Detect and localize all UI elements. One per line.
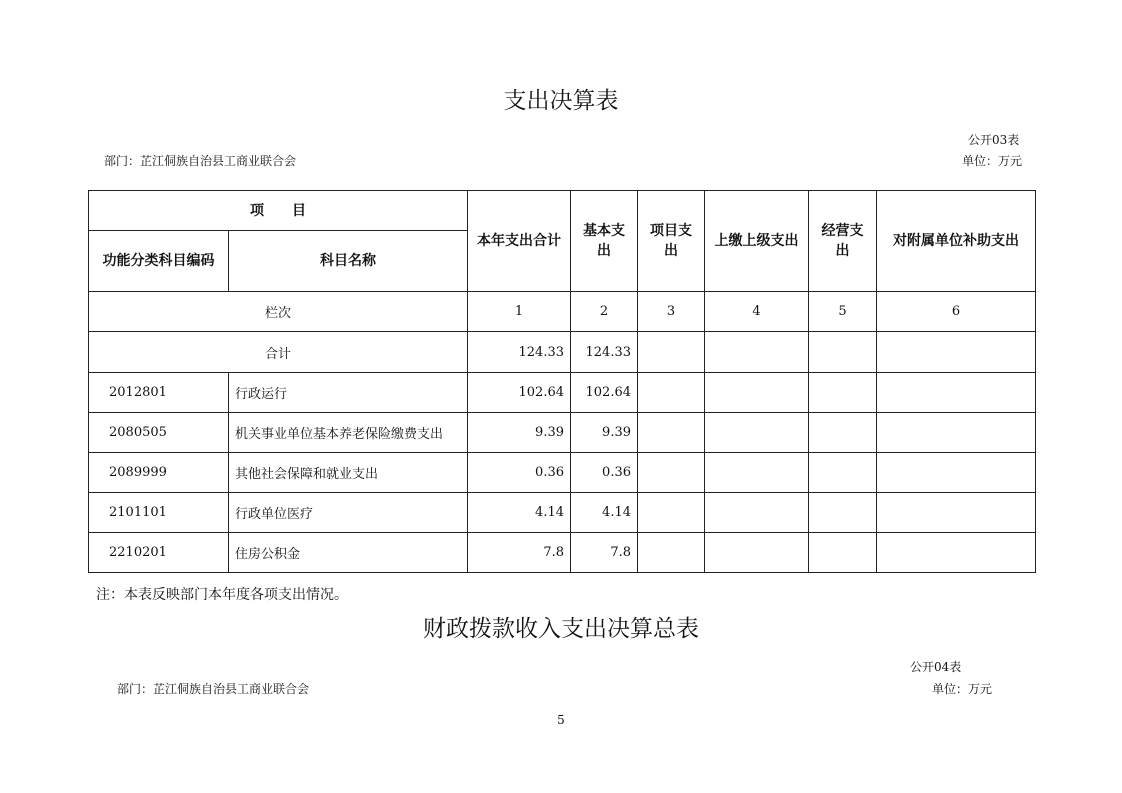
table-cell: 9.39 <box>571 413 638 453</box>
table-cell: 1 <box>468 292 571 332</box>
table-cell <box>705 332 809 373</box>
subject-name: 行政运行 <box>229 373 468 413</box>
table-cell: 4 <box>705 292 809 332</box>
subject-code: 2101101 <box>89 493 229 533</box>
unit-label: 单位：万元 <box>962 154 1023 168</box>
header-subsidiary-subsidy: 对附属单位补助支出 <box>877 191 1036 292</box>
table-cell <box>638 533 705 573</box>
table-cell: 2 <box>571 292 638 332</box>
second-form-number: 公开04表 <box>910 660 962 674</box>
header-remit-superior: 上缴上级支出 <box>705 191 809 292</box>
table-cell: 9.39 <box>468 413 571 453</box>
table-cell: 4.14 <box>468 493 571 533</box>
table-cell <box>809 533 877 573</box>
table-cell: 0.36 <box>571 453 638 493</box>
table-cell <box>638 373 705 413</box>
table-cell <box>638 453 705 493</box>
table-row <box>89 533 1036 573</box>
table-cell <box>809 453 877 493</box>
table-cell: 124.33 <box>571 332 638 373</box>
table-cell <box>809 332 877 373</box>
table-cell: 124.33 <box>468 332 571 373</box>
table-cell <box>877 533 1036 573</box>
table-cell <box>877 373 1036 413</box>
table-cell <box>809 413 877 453</box>
table-cell <box>809 373 877 413</box>
table-cell: 102.64 <box>571 373 638 413</box>
table-cell <box>638 493 705 533</box>
second-table-title: 财政拨款收入支出决算总表 <box>423 616 699 642</box>
table-cell: 6 <box>877 292 1036 332</box>
table-cell <box>877 493 1036 533</box>
table-cell <box>877 413 1036 453</box>
table-cell <box>705 413 809 453</box>
table-title: 支出决算表 <box>503 88 619 114</box>
subject-code: 2080505 <box>89 413 229 453</box>
table-cell <box>638 332 705 373</box>
table-row <box>89 373 1036 413</box>
page-number: 5 <box>557 713 565 727</box>
table-cell <box>809 493 877 533</box>
second-department-label: 部门：芷江侗族自治县工商业联合会 <box>117 682 310 696</box>
table-cell: 5 <box>809 292 877 332</box>
subject-code: 2089999 <box>89 453 229 493</box>
subject-name: 行政单位医疗 <box>229 493 468 533</box>
subject-code: 2012801 <box>89 373 229 413</box>
second-unit-label: 单位：万元 <box>932 682 993 696</box>
table-cell <box>638 413 705 453</box>
table-cell: 0.36 <box>468 453 571 493</box>
header-subject-name: 科目名称 <box>229 231 468 292</box>
column-index-row <box>89 292 1036 332</box>
subject-code: 2210201 <box>89 533 229 573</box>
table-cell: 7.8 <box>571 533 638 573</box>
table-note: 注：本表反映部门本年度各项支出情况。 <box>96 587 348 603</box>
column-index-label: 栏次 <box>89 292 468 332</box>
table-cell: 3 <box>638 292 705 332</box>
table-row <box>89 453 1036 493</box>
header-total-expenditure: 本年支出合计 <box>468 191 571 292</box>
table-row <box>89 413 1036 453</box>
header-project-expenditure: 项目支出 <box>638 191 705 292</box>
table-cell: 102.64 <box>468 373 571 413</box>
table-cell: 7.8 <box>468 533 571 573</box>
total-row <box>89 332 1036 373</box>
subject-name: 住房公积金 <box>229 533 468 573</box>
table-cell: 4.14 <box>571 493 638 533</box>
table-cell <box>705 453 809 493</box>
header-item: 项 目 <box>89 191 468 231</box>
table-row <box>89 493 1036 533</box>
header-function-code: 功能分类科目编码 <box>89 231 229 292</box>
table-cell <box>705 533 809 573</box>
table-cell <box>877 332 1036 373</box>
total-label: 合计 <box>89 332 468 373</box>
expenditure-table <box>88 190 1036 573</box>
header-basic-expenditure: 基本支出 <box>571 191 638 292</box>
table-cell <box>877 453 1036 493</box>
table-cell <box>705 373 809 413</box>
subject-name: 其他社会保障和就业支出 <box>229 453 468 493</box>
department-label: 部门：芷江侗族自治县工商业联合会 <box>104 154 297 168</box>
form-number: 公开03表 <box>968 133 1020 147</box>
table-cell <box>705 493 809 533</box>
subject-name: 机关事业单位基本养老保险缴费支出 <box>229 413 468 453</box>
header-operating-expenditure: 经营支出 <box>809 191 877 292</box>
